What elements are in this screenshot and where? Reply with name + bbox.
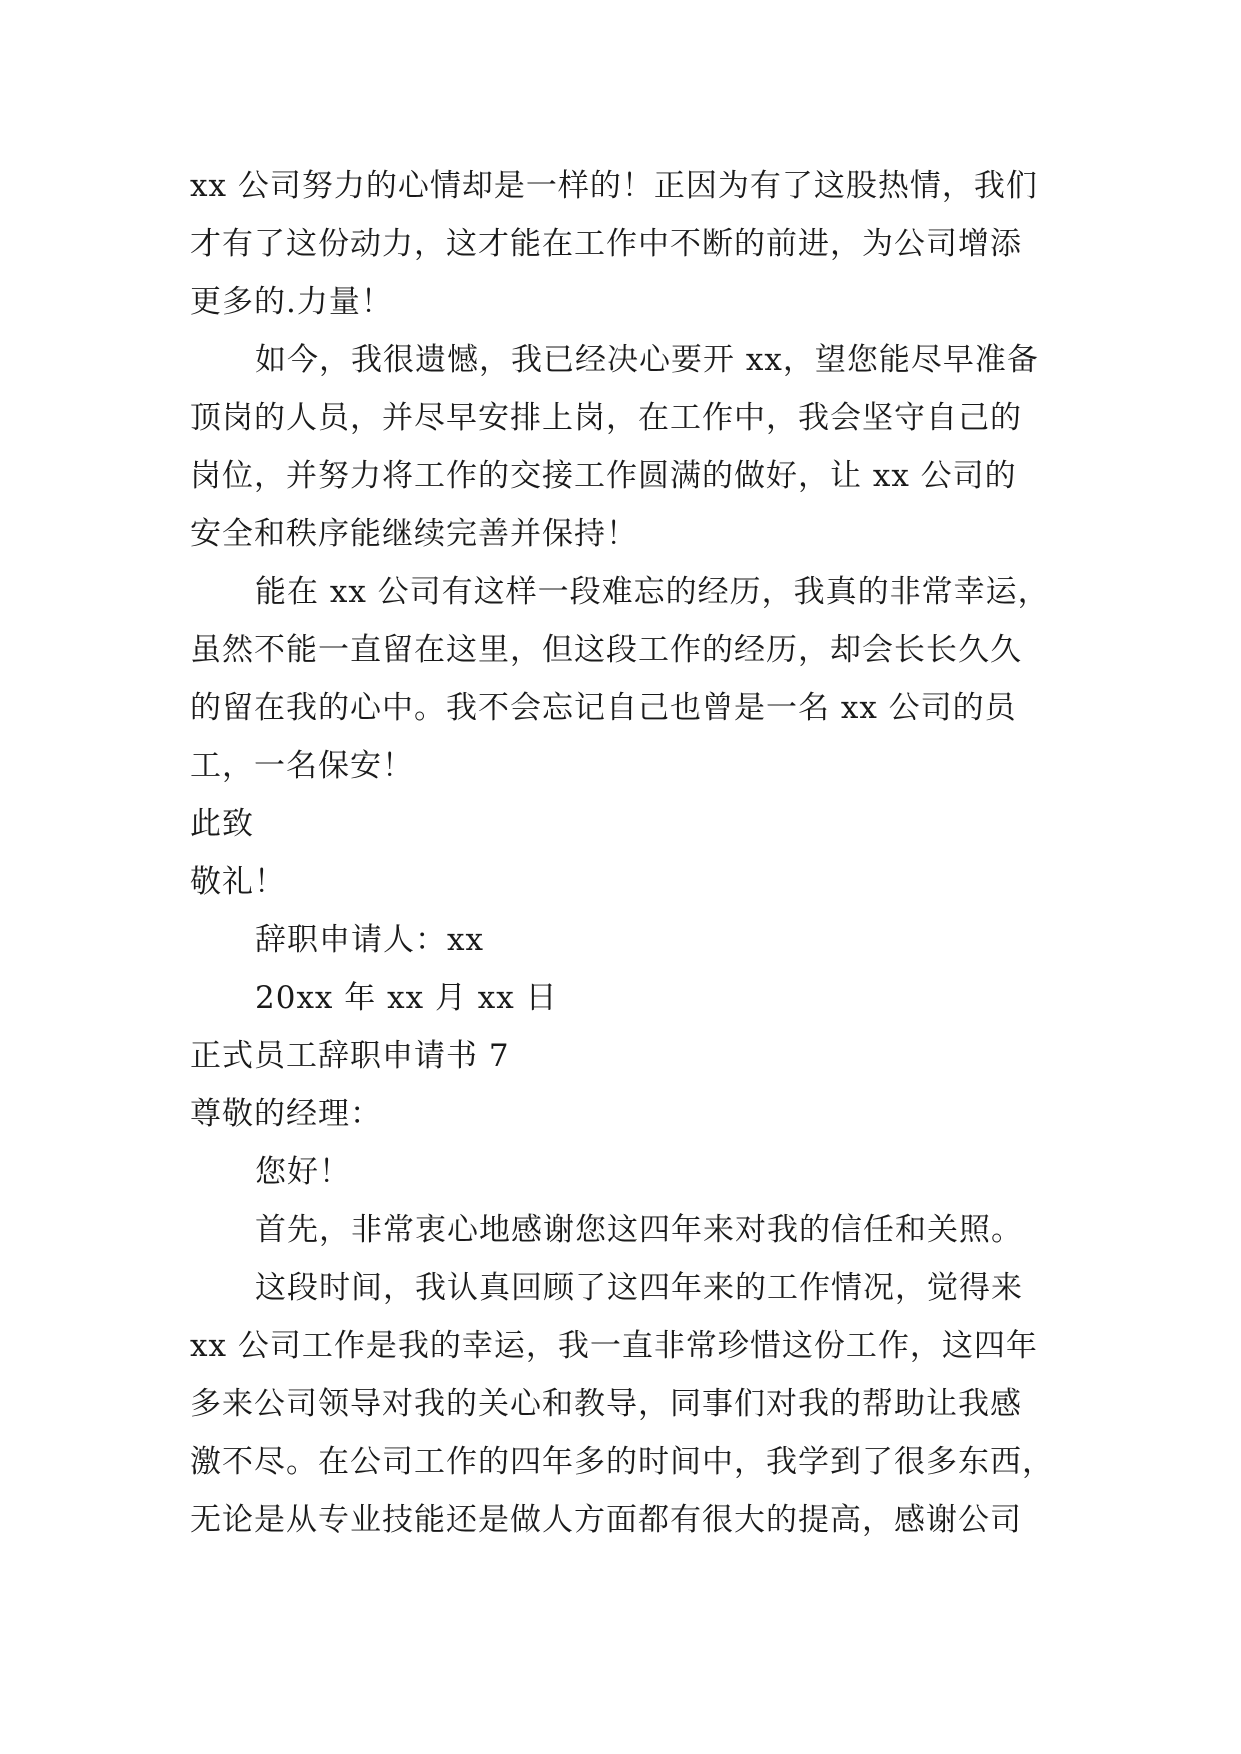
text-line: 工，一名保安！ bbox=[190, 748, 414, 784]
signature-applicant: 辞职申请人：xx bbox=[255, 922, 484, 958]
text-line: 虽然不能一直留在这里，但这段工作的经历，却会长长久久 bbox=[190, 632, 1022, 668]
text-line: 多来公司领导对我的关心和教导，同事们对我的帮助让我感 bbox=[190, 1386, 1022, 1422]
text-line: 的留在我的心中。我不会忘记自己也曾是一名 xx 公司的员 bbox=[190, 690, 1017, 726]
text-line: 顶岗的人员，并尽早安排上岗，在工作中，我会坚守自己的 bbox=[190, 400, 1022, 436]
closing-salutation: 此致 bbox=[190, 806, 254, 842]
text-line: 安全和秩序能继续完善并保持！ bbox=[190, 516, 638, 552]
text-line: 岗位，并努力将工作的交接工作圆满的做好，让 xx 公司的 bbox=[190, 458, 1017, 494]
paragraph-first-line: 首先，非常衷心地感谢您这四年来对我的信任和关照。 bbox=[255, 1212, 1023, 1248]
greeting-hello: 您好！ bbox=[255, 1154, 351, 1190]
text-line: xx 公司工作是我的幸运，我一直非常珍惜这份工作，这四年 bbox=[190, 1328, 1038, 1364]
paragraph-first-line: 如今，我很遗憾，我已经决心要开 xx，望您能尽早准备 bbox=[255, 342, 1039, 378]
paragraph-first-line: 这段时间，我认真回顾了这四年来的工作情况，觉得来 bbox=[255, 1270, 1023, 1306]
section-title: 正式员工辞职申请书 7 bbox=[190, 1038, 510, 1074]
signature-date: 20xx 年 xx 月 xx 日 bbox=[255, 980, 558, 1016]
text-line: 无论是从专业技能还是做人方面都有很大的提高，感谢公司 bbox=[190, 1502, 1022, 1538]
greeting-recipient: 尊敬的经理： bbox=[190, 1096, 382, 1132]
text-line: 更多的.力量！ bbox=[190, 284, 393, 320]
text-line: 激不尽。在公司工作的四年多的时间中，我学到了很多东西， bbox=[190, 1444, 1054, 1480]
text-line: 才有了这份动力，这才能在工作中不断的前进，为公司增添 bbox=[190, 226, 1022, 262]
paragraph-first-line: 能在 xx 公司有这样一段难忘的经历，我真的非常幸运， bbox=[255, 574, 1050, 610]
text-line: xx 公司努力的心情却是一样的！正因为有了这股热情，我们 bbox=[190, 168, 1038, 204]
closing-regards: 敬礼！ bbox=[190, 864, 286, 900]
